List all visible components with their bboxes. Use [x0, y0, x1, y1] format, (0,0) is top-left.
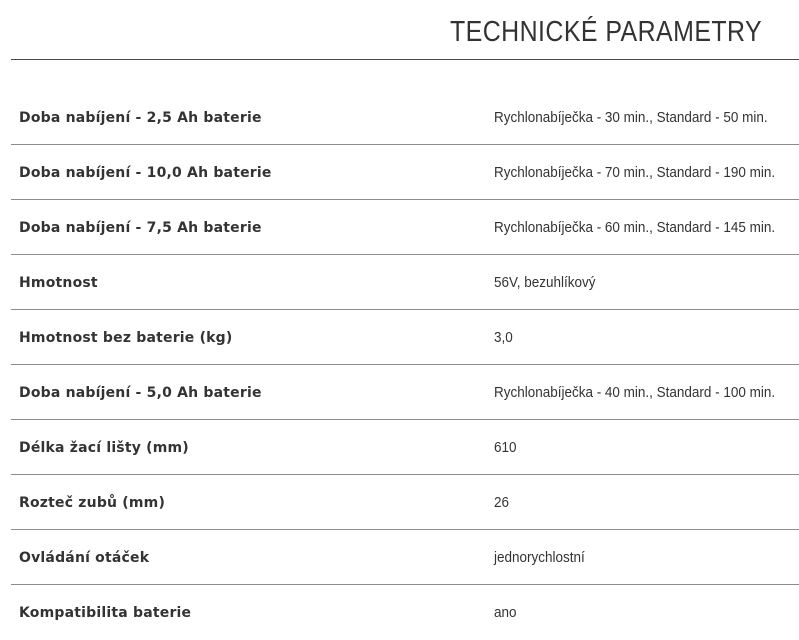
- spec-label: Délka žací lišty (mm): [19, 440, 189, 456]
- spec-label: Ovládání otáček: [19, 550, 150, 566]
- spec-row: [11, 475, 799, 530]
- spec-label: Doba nabíjení - 5,0 Ah baterie: [19, 385, 262, 401]
- spec-row: [11, 90, 799, 145]
- spec-value: 56V, bezuhlíkový: [494, 275, 596, 291]
- spec-value: 3,0: [494, 330, 513, 346]
- spec-value: 26: [494, 495, 510, 511]
- title-divider: [11, 59, 799, 60]
- spec-table: [11, 90, 799, 640]
- spec-label: Doba nabíjení - 7,5 Ah baterie: [19, 220, 262, 236]
- spec-row: [11, 255, 799, 310]
- spec-row: [11, 200, 799, 255]
- spec-row: [11, 585, 799, 640]
- spec-row: [11, 310, 799, 365]
- spec-label: Kompatibilita baterie: [19, 605, 192, 621]
- spec-row: [11, 145, 799, 200]
- spec-value: Rychlonabíječka - 40 min., Standard - 100 min.: [494, 385, 776, 401]
- spec-label: Hmotnost: [19, 275, 98, 291]
- spec-value: Rychlonabíječka - 30 min., Standard - 50 min.: [494, 110, 768, 126]
- spec-label: Hmotnost bez baterie (kg): [19, 330, 233, 346]
- section-title: TECHNICKÉ PARAMETRY: [450, 16, 763, 48]
- spec-value: Rychlonabíječka - 70 min., Standard - 190 min.: [494, 165, 776, 181]
- spec-label: Rozteč zubů (mm): [19, 495, 166, 511]
- spec-value: 610: [494, 440, 517, 456]
- spec-value: Rychlonabíječka - 60 min., Standard - 145 min.: [494, 220, 776, 236]
- spec-value: jednorychlostní: [494, 550, 585, 566]
- spec-label: Doba nabíjení - 2,5 Ah baterie: [19, 110, 262, 126]
- spec-label: Doba nabíjení - 10,0 Ah baterie: [19, 165, 272, 181]
- spec-row: [11, 530, 799, 585]
- spec-row: [11, 365, 799, 420]
- spec-value: ano: [494, 605, 517, 621]
- spec-row: [11, 420, 799, 475]
